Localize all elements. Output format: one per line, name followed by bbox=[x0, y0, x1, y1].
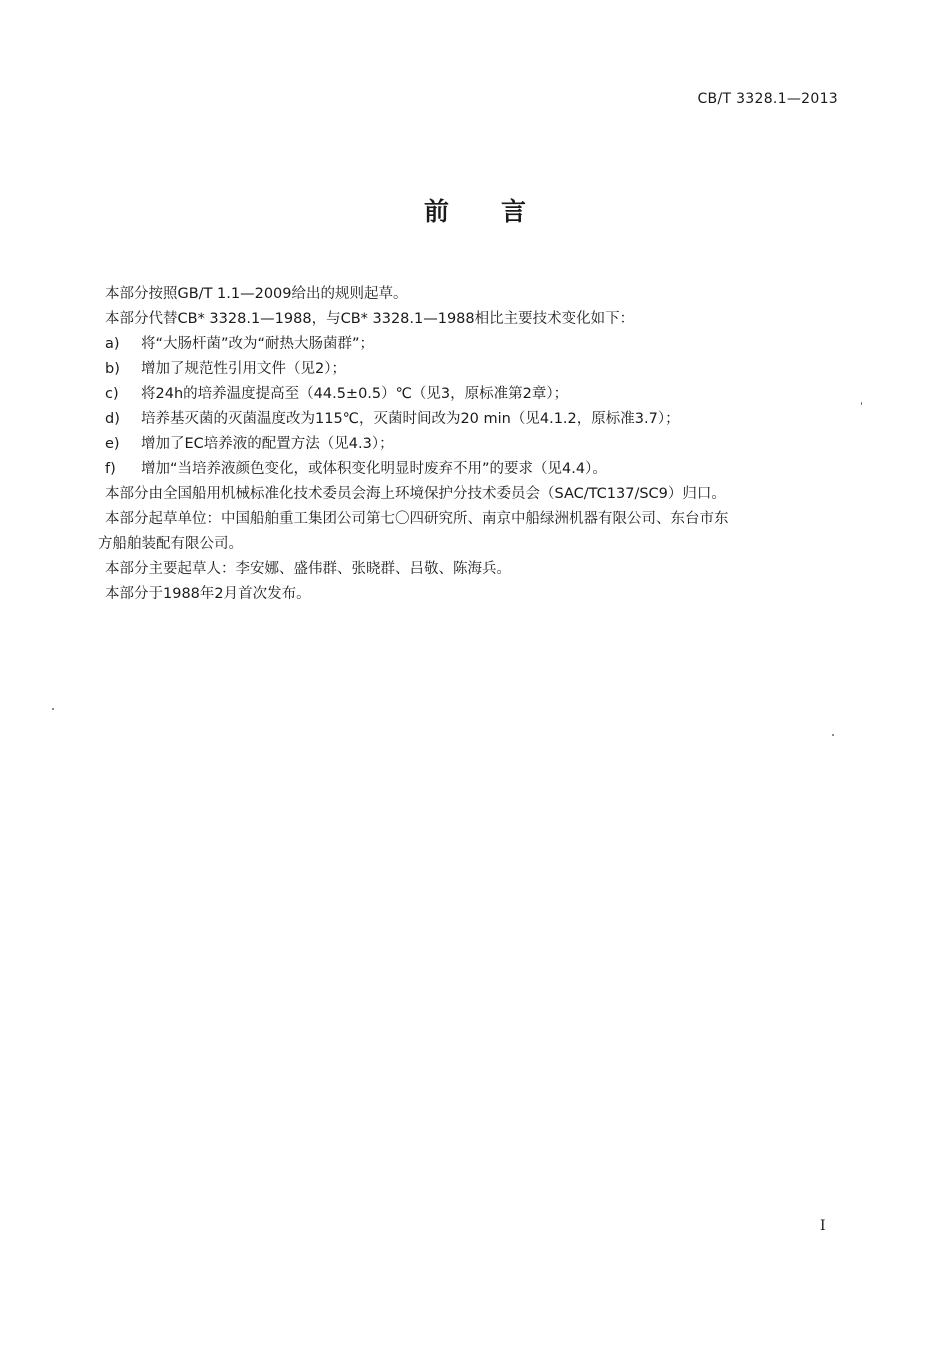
paragraph-drafting-units-line2: 方船舶装配有限公司。 bbox=[98, 536, 243, 552]
list-item-label: d) bbox=[105, 411, 120, 427]
paragraph-drafting-rules: 本部分按照GB/T 1.1—2009给出的规则起草。 bbox=[105, 286, 408, 302]
list-item-text: 增加了规范性引用文件（见2）； bbox=[141, 361, 346, 377]
list-item bbox=[105, 407, 827, 432]
list-item bbox=[105, 332, 827, 357]
paragraph-first-issued: 本部分于1988年2月首次发布。 bbox=[105, 586, 311, 602]
list-item bbox=[105, 382, 827, 407]
list-item-label: f) bbox=[105, 461, 116, 477]
list-item-label: b) bbox=[105, 361, 120, 377]
paragraph-drafters: 本部分主要起草人：李安娜、盛伟群、张晓群、吕敬、陈海兵。 bbox=[105, 561, 511, 577]
paragraph-responsible-committee: 本部分由全国船用机械标准化技术委员会海上环境保护分技术委员会（SAC/TC137/SC9）归口。 bbox=[105, 486, 726, 502]
scan-speck bbox=[832, 734, 834, 736]
paragraph-replaces: 本部分代替CB* 3328.1—1988，与CB* 3328.1—1988相比主要技术变化如下： bbox=[105, 311, 635, 327]
foreword-body bbox=[98, 282, 827, 607]
list-item-label: c) bbox=[105, 386, 119, 402]
list-item-label: a) bbox=[105, 336, 120, 352]
paragraph-drafting-units-line1: 本部分起草单位：中国船舶重工集团公司第七〇四研究所、南京中船绿洲机器有限公司、东台市东 bbox=[105, 511, 729, 527]
list-item-text: 培养基灭菌的灭菌温度改为115℃，灭菌时间改为20 min（见4.1.2，原标准3.7）； bbox=[141, 411, 680, 427]
title-char-1: 前 bbox=[423, 197, 449, 226]
list-item-text: 将“大肠杆菌”改为“耐热大肠菌群”； bbox=[141, 336, 375, 352]
page-title bbox=[0, 192, 950, 228]
list-item-text: 增加了EC培养液的配置方法（见4.3）； bbox=[141, 436, 394, 452]
list-item bbox=[105, 457, 827, 482]
standard-code: CB/T 3328.1—2013 bbox=[697, 91, 838, 107]
list-item bbox=[105, 357, 827, 382]
list-item-label: e) bbox=[105, 436, 120, 452]
scan-speck bbox=[861, 402, 862, 405]
list-item-text: 增加“当培养液颜色变化，或体积变化明显时废弃不用”的要求（见4.4）。 bbox=[141, 461, 607, 477]
page-number: I bbox=[820, 1218, 826, 1234]
list-item-text: 将24h的培养温度提高至（44.5±0.5）℃（见3，原标准第2章）； bbox=[141, 386, 569, 402]
title-char-2: 言 bbox=[501, 197, 527, 226]
scan-speck bbox=[52, 708, 54, 710]
list-item bbox=[105, 432, 827, 457]
